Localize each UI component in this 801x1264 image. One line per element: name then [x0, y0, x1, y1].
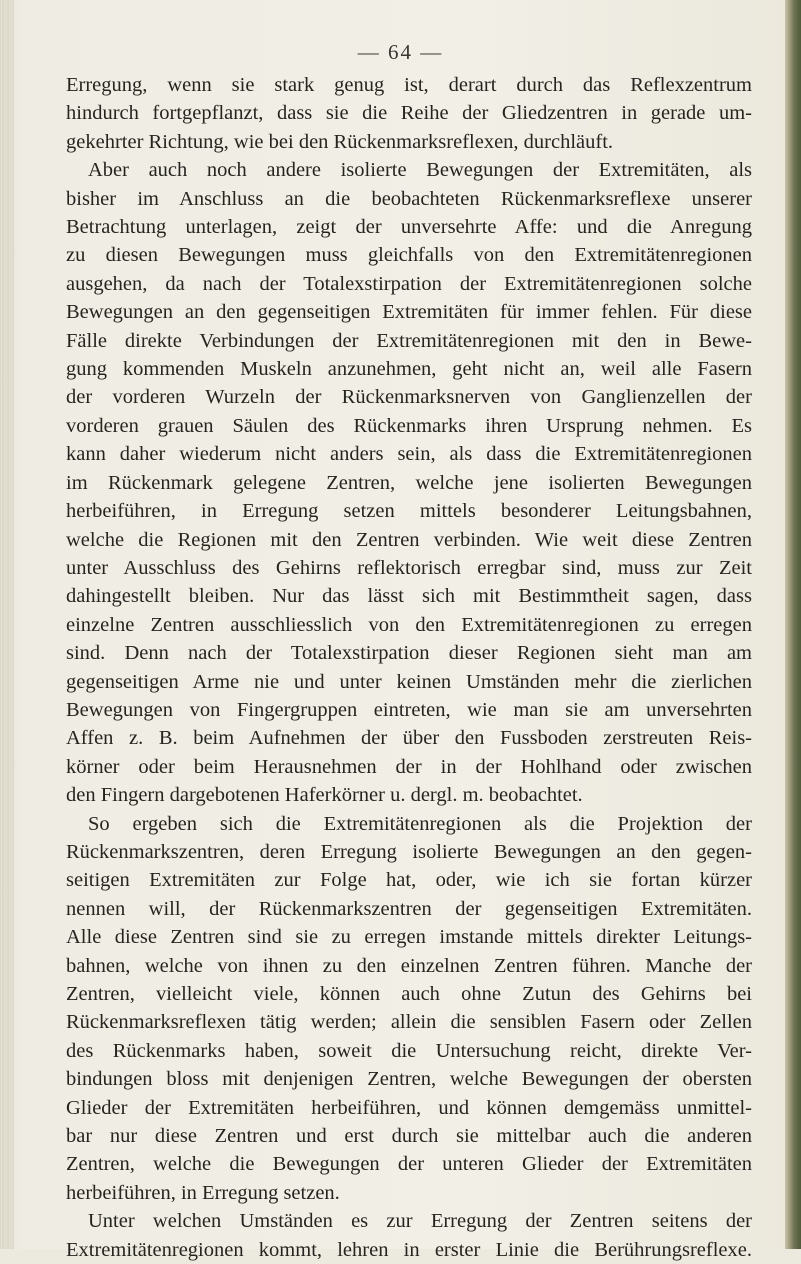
text-line: kann daher wiederum nicht anders sein, als dass die Extremitätenregionen — [66, 443, 752, 466]
text-line: bahnen, welche von ihnen zu den einzelnen Zentren führen. Manche der — [66, 954, 752, 977]
text-line: welche die Regionen mit den Zentren verbinden. Wie weit diese Zentren — [66, 528, 752, 551]
text-line: So ergeben sich die Extremitätenregionen als die Projektion der — [88, 812, 752, 835]
text-line: körner oder beim Herausnehmen der in der Hohlhand oder zwischen — [66, 755, 752, 778]
page-edge-shadow — [785, 0, 801, 1249]
text-line: Erregung, wenn sie stark genug ist, derart durch das Reflexzentrum — [66, 74, 752, 96]
body-text — [66, 71, 752, 1264]
text-line: ausgehen, da nach der Totalexstirpation der Extremitätenregionen solche — [66, 272, 752, 295]
text-line: Aber auch noch andere isolierte Bewegungen der Extremitäten, als — [88, 159, 752, 182]
text-line: Rückenmarkszentren, deren Erregung isolierte Bewegungen an den gegen- — [66, 840, 752, 863]
text-line: Glieder der Extremitäten herbeiführen, und können demgemäss unmittel- — [66, 1096, 752, 1119]
text-line: im Rückenmark gelegene Zentren, welche jene isolierten Bewegungen — [66, 471, 752, 494]
text-line: Bewegungen an den gegenseitigen Extremitäten für immer fehlen. Für diese — [66, 301, 752, 324]
text-line: herbeiführen, in Erregung setzen. — [66, 1181, 340, 1204]
text-line: unter Ausschluss des Gehirns reflektorisch erregbar sind, muss zur Zeit — [66, 556, 752, 579]
text-line: Zentren, vielleicht viele, können auch ohne Zutun des Gehirns bei — [66, 983, 752, 1005]
text-line: Rückenmarksreflexen tätig werden; allein die sensiblen Fasern oder Zellen — [66, 1011, 752, 1034]
text-line: Extremitätenregionen kommt, lehren in erster Linie die Berührungsreflexe. — [66, 1238, 752, 1261]
text-line: zu diesen Bewegungen muss gleichfalls von den Extremitätenregionen — [66, 244, 752, 267]
text-line: den Fingern dargebotenen Haferkörner u. dergl. m. beobachtet. — [66, 784, 583, 807]
text-line: des Rückenmarks haben, soweit die Untersuchung reicht, direkte Ver- — [66, 1039, 752, 1062]
text-line: Alle diese Zentren sind sie zu erregen imstande mittels direkter Leitungs- — [66, 926, 752, 949]
page-gutter — [0, 0, 14, 1249]
text-line: der vorderen Wurzeln der Rückenmarksnerven von Ganglienzellen der — [66, 386, 752, 409]
text-line: Zentren, welche die Bewegungen der unteren Glieder der Extremitäten — [66, 1153, 752, 1176]
text-line: sind. Denn nach der Totalexstirpation dieser Regionen sieht man am — [66, 642, 752, 665]
page-number: — 64 — — [357, 40, 444, 64]
text-line: Unter welchen Umständen es zur Erregung der Zentren seitens der — [88, 1210, 752, 1233]
text-line: nennen will, der Rückenmarkszentren der gegenseitigen Extremitäten. — [66, 897, 752, 920]
text-line: dahingestellt bleiben. Nur das lässt sich mit Bestimmtheit sagen, dass — [66, 585, 752, 608]
text-line: einzelne Zentren ausschliesslich von den Extremitätenregionen zu erregen — [66, 613, 752, 636]
text-line: Affen z. B. beim Aufnehmen der über den Fussboden zerstreuten Reis- — [66, 727, 752, 750]
text-line: gegenseitigen Arme nie und unter keinen Umständen mehr die zierlichen — [66, 670, 752, 693]
text-line: gung kommenden Muskeln anzunehmen, geht nicht an, weil alle Fasern — [66, 358, 752, 381]
text-line: Bewegungen von Fingergruppen eintreten, wie man sie am unversehrten — [66, 698, 752, 721]
text-line: Fälle direkte Verbindungen der Extremitätenregionen mit den in Bewe- — [66, 329, 752, 352]
text-line: seitigen Extremitäten zur Folge hat, oder, wie ich sie fortan kürzer — [66, 869, 752, 892]
text-line: bar nur diese Zentren und erst durch sie mittelbar auch die anderen — [66, 1125, 752, 1148]
text-line: bindungen bloss mit denjenigen Zentren, welche Bewegungen der obersten — [66, 1068, 752, 1091]
text-line: herbeiführen, in Erregung setzen mittels besonderer Leitungsbahnen, — [66, 500, 752, 523]
text-line: vorderen grauen Säulen des Rückenmarks ihren Ursprung nehmen. Es — [66, 414, 752, 437]
text-line: bisher im Anschluss an die beobachteten Rückenmarksreflexe unserer — [66, 187, 752, 210]
text-line: hindurch fortgepflanzt, dass sie die Reihe der Gliedzentren in gerade um- — [66, 102, 752, 125]
text-line: gekehrter Richtung, wie bei den Rückenmarksreflexen, durchläuft. — [66, 130, 614, 153]
text-line: Betrachtung unterlagen, zeigt der unversehrte Affe: und die Anregung — [66, 216, 752, 239]
